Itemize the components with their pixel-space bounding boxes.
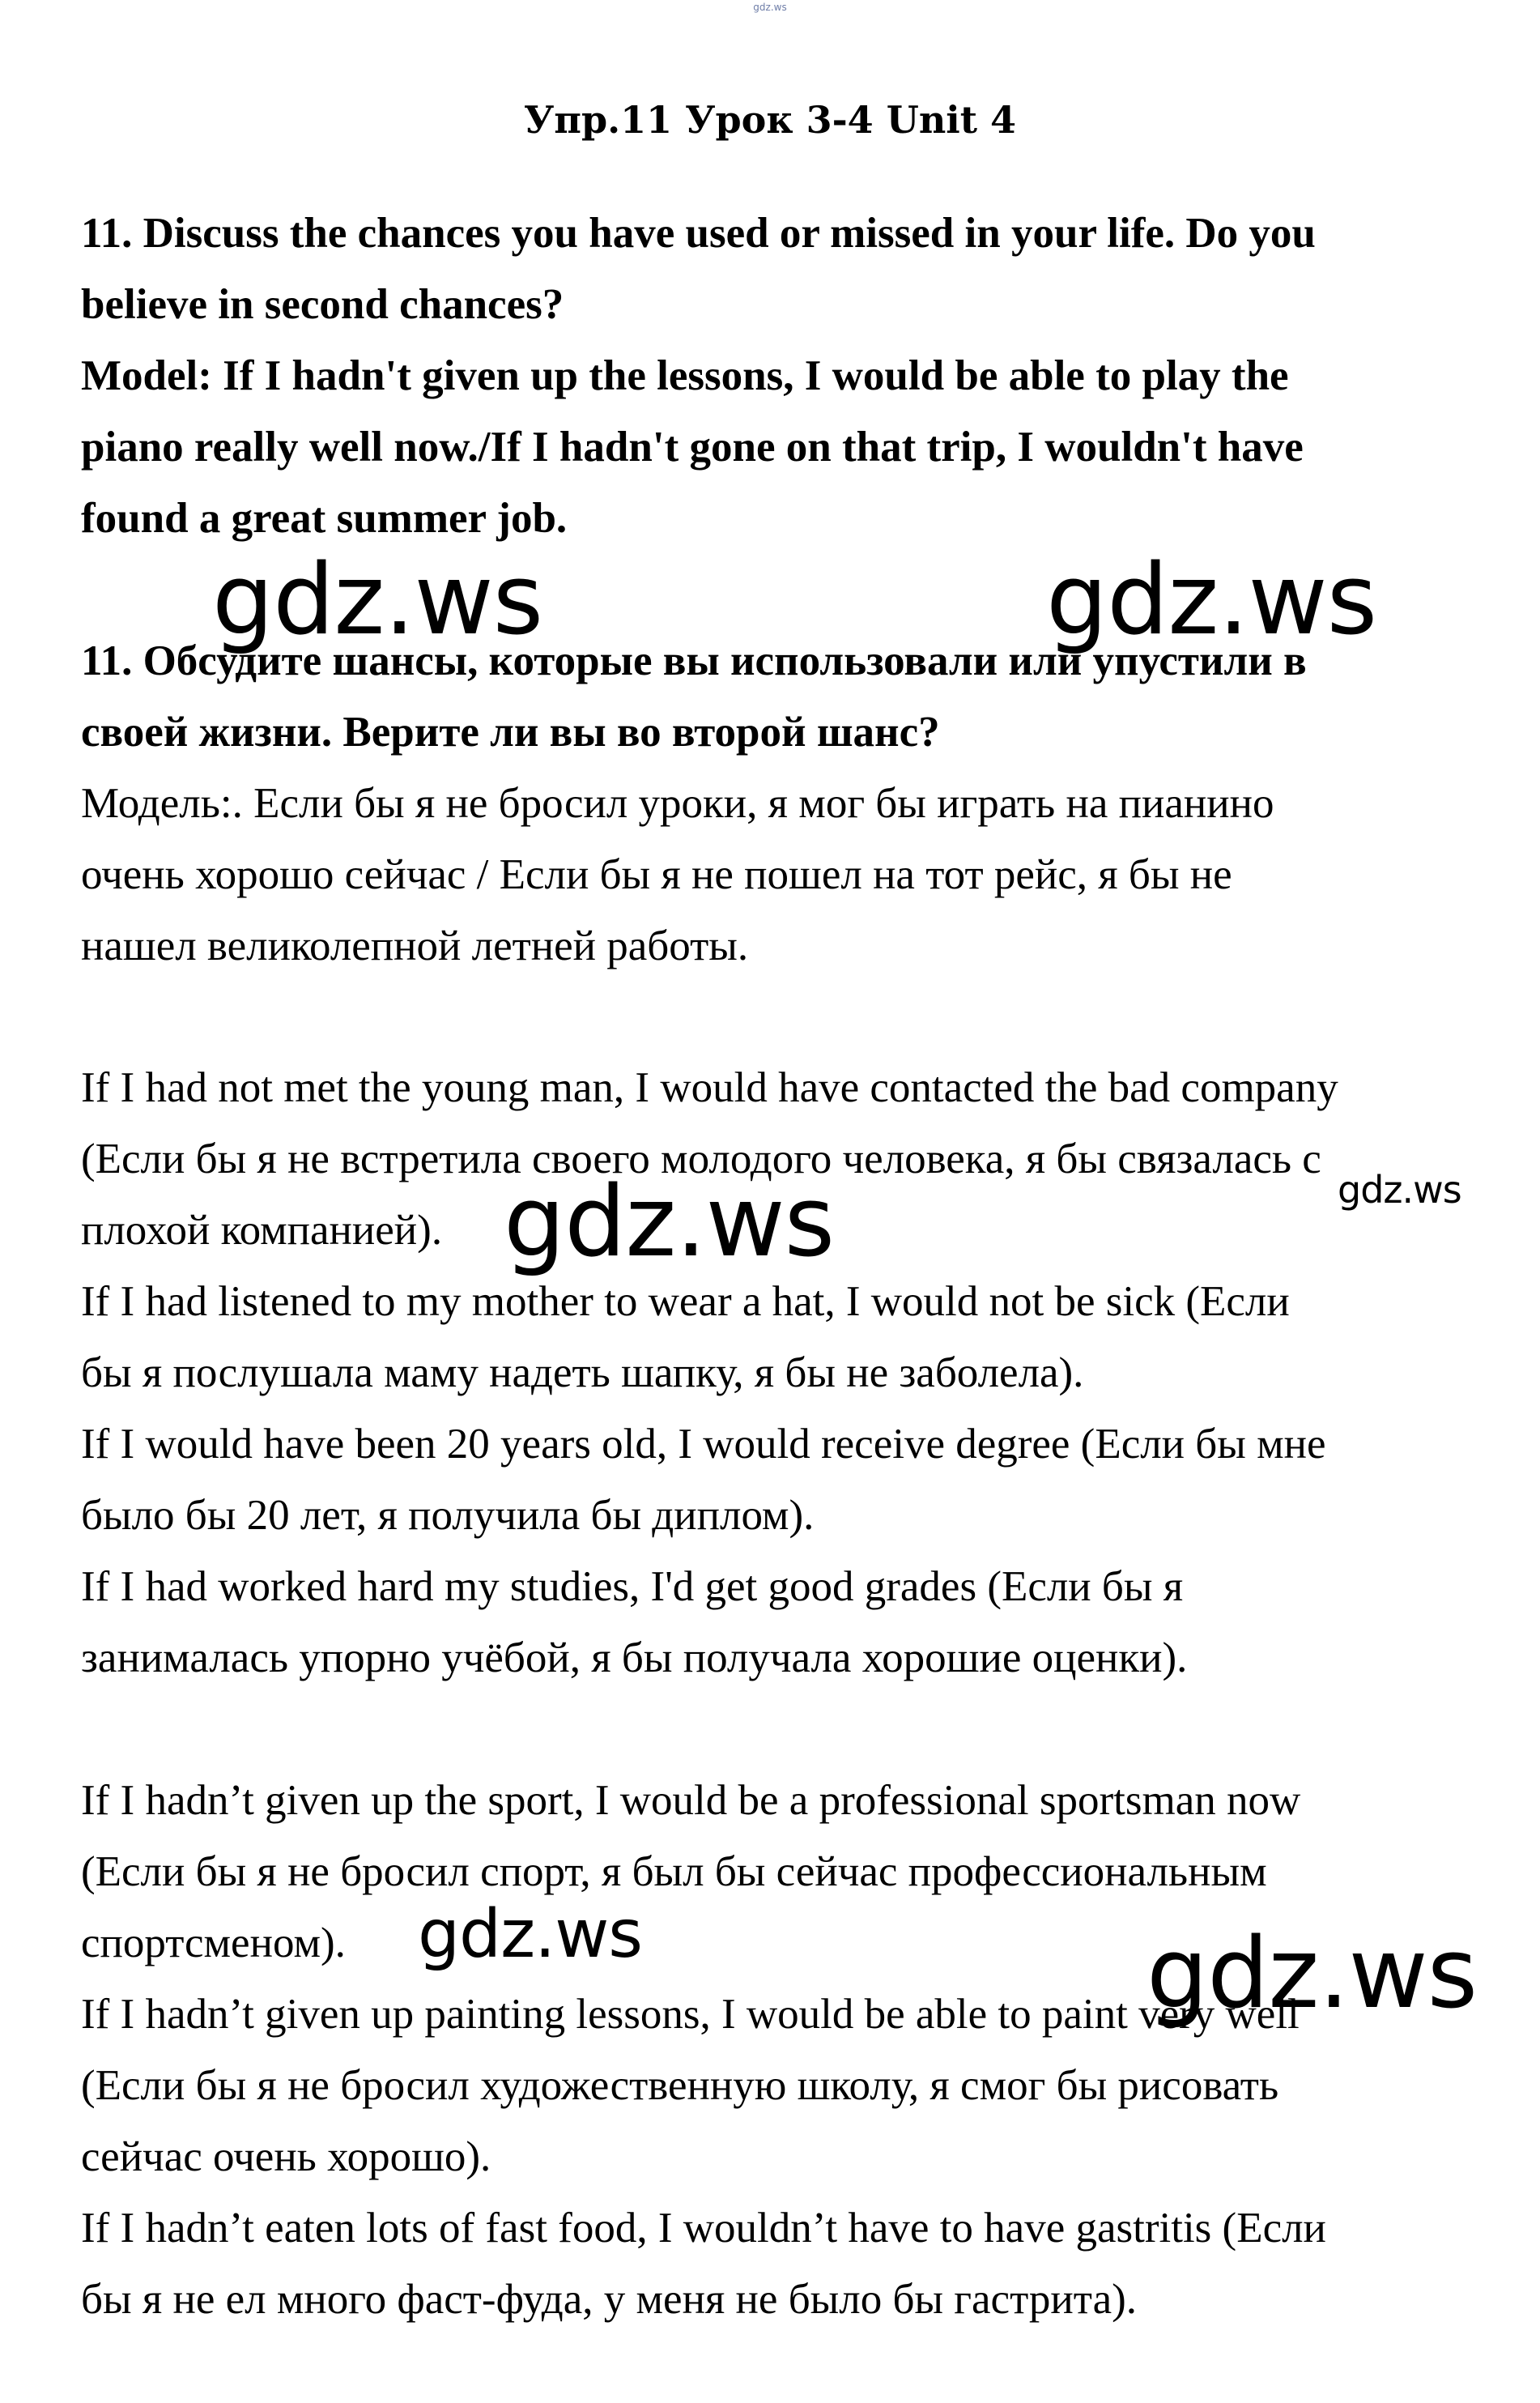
watermark: gdz.ws	[1146, 1918, 1478, 2030]
task-russian-line: 11. Обсудите шансы, которые вы использовали или упустили в	[81, 637, 1307, 684]
answers-block-1	[81, 1052, 1474, 1694]
header-watermark: gdz.ws	[753, 2, 787, 13]
task-english-line: believe in second chances?	[81, 281, 564, 328]
watermark: gdz.ws	[1046, 544, 1377, 657]
answer-line: If I hadn’t given up painting lessons, I would be able to paint very well	[81, 1991, 1300, 2038]
answer-line: занималась упорно учёбой, я бы получала хорошие оценки).	[81, 1634, 1188, 1681]
answer-line: (Если бы я не бросил спорт, я был бы сейчас профессиональным	[81, 1848, 1267, 1895]
answers-block-2	[81, 1765, 1474, 2335]
answer-line: (Если бы я не встретила своего молодого человека, я бы связалась с	[81, 1135, 1321, 1182]
model-english-line: found a great summer job.	[81, 495, 568, 542]
answer-line: было бы 20 лет, я получила бы диплом).	[81, 1492, 815, 1539]
answer-line: If I hadn’t given up the sport, I would be a professional sportsman now	[81, 1777, 1301, 1824]
answer-line: бы я не ел много фаст-фуда, у меня не было бы гастрита).	[81, 2276, 1137, 2323]
answer-line: If I hadn’t eaten lots of fast food, I wouldn’t have to have gastritis (Если	[81, 2205, 1326, 2252]
answer-line: If I had worked hard my studies, I'd get good grades (Если бы я	[81, 1563, 1184, 1610]
answer-line: плохой компанией).	[81, 1207, 443, 1254]
model-russian-line: нашел великолепной летней работы.	[81, 922, 749, 969]
answer-line: бы я послушала маму надеть шапку, я бы не заболела).	[81, 1349, 1084, 1396]
answer-line: If I had not met the young man, I would have contacted the bad company	[81, 1064, 1338, 1111]
watermark: gdz.ws	[1338, 1168, 1461, 1212]
watermark: gdz.ws	[504, 1166, 835, 1279]
watermark: gdz.ws	[212, 544, 543, 657]
model-russian-line: Модель:. Если бы я не бросил уроки, я мог бы играть на пианино	[81, 780, 1274, 827]
answer-line: If I had listened to my mother to wear a hat, I would not be sick (Если	[81, 1278, 1290, 1325]
answer-line: сейчас очень хорошо).	[81, 2133, 491, 2180]
task-english	[81, 198, 1474, 554]
page-title: Упр.11 Урок 3-4 Unit 4	[523, 98, 1017, 142]
answer-line: спортсменом).	[81, 1919, 346, 1966]
task-english-line: 11. Discuss the chances you have used or missed in your life. Do you	[81, 210, 1316, 257]
watermark: gdz.ws	[418, 1896, 642, 1973]
model-russian-line: очень хорошо сейчас / Если бы я не пошел на тот рейс, я бы не	[81, 851, 1232, 898]
answer-line: If I would have been 20 years old, I would receive degree (Если бы мне	[81, 1421, 1326, 1468]
answer-line: (Если бы я не бросил художественную школу, я смог бы рисовать	[81, 2062, 1279, 2109]
task-russian-line: своей жизни. Верите ли вы во второй шанс?	[81, 709, 940, 756]
model-english-line: Model: If I hadn't given up the lessons, I would be able to play the	[81, 352, 1289, 399]
model-russian	[81, 768, 1474, 982]
model-english-line: piano really well now./If I hadn't gone on that trip, I wouldn't have	[81, 424, 1304, 471]
